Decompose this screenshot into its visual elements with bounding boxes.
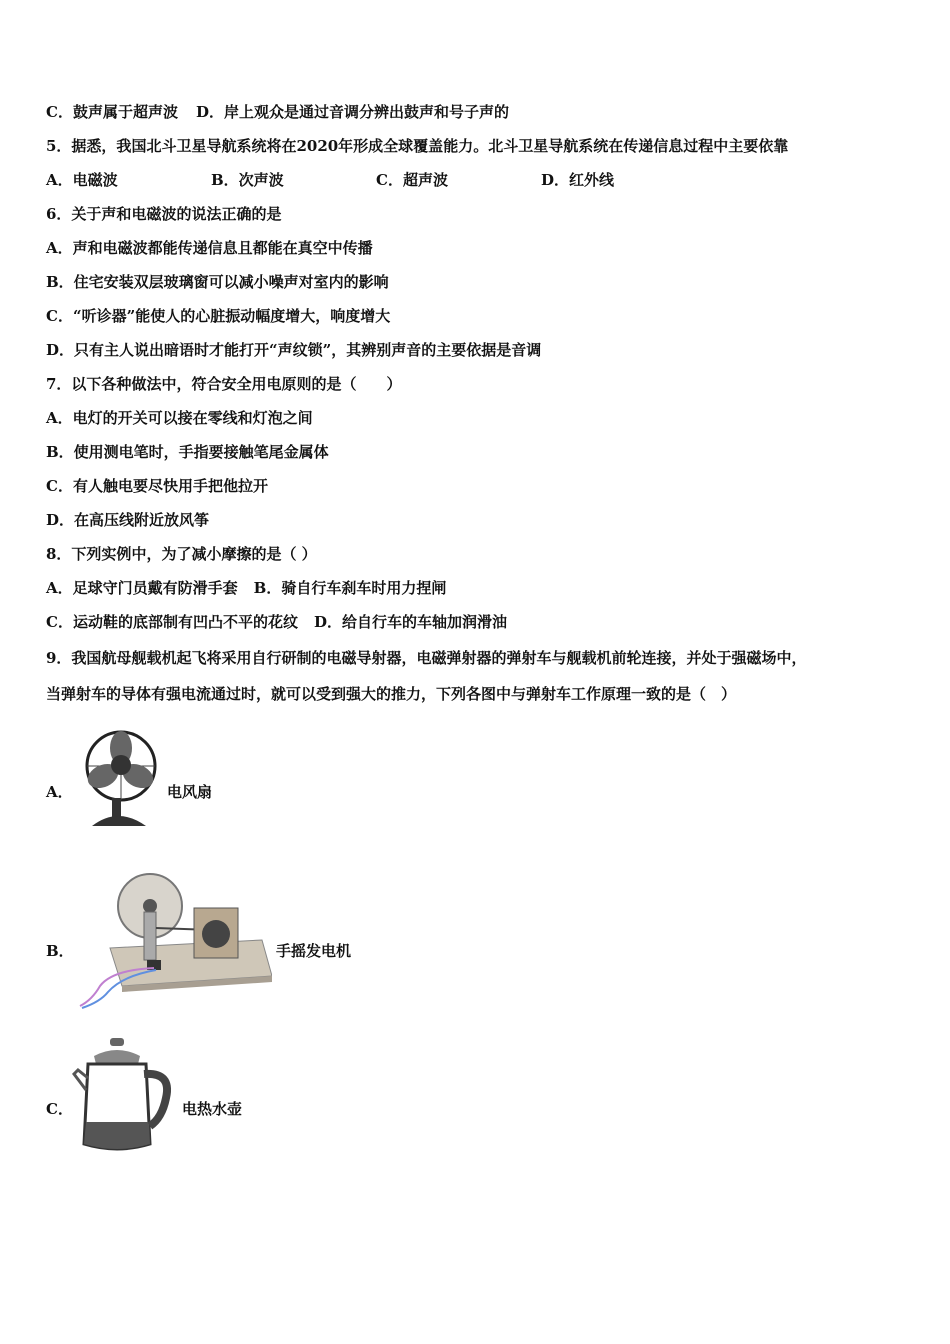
q4-option-d: D．岸上观众是通过音调分辨出鼓声和号子声的 — [195, 103, 509, 121]
q8-option-c: C．运动鞋的底部制有凹凸不平的花纹 — [46, 613, 298, 631]
q9-option-c-label: C． — [46, 1100, 73, 1118]
q9-option-b-label: B． — [46, 942, 74, 960]
q8-option-d: D．给自行车的车轴加润滑油 — [313, 613, 507, 631]
q6-option-c: C．“听诊器”能使人的心脏振动幅度增大，响度增大 — [46, 307, 391, 325]
q5-option-a: A．电磁波 — [46, 171, 118, 189]
q8-options-cd — [46, 612, 507, 632]
q8-stem: 8．下列实例中，为了减小摩擦的是（ ） — [46, 545, 317, 563]
q9-stem-line1: 9．我国航母舰载机起飞将采用自行研制的电磁导射器，电磁弹射器的弹射车与舰载机前轮连接，并处于强磁场中， — [46, 649, 807, 667]
q8-option-a: A．足球守门员戴有防滑手套 — [46, 579, 238, 597]
q6-stem: 6．关于声和电磁波的说法正确的是 — [46, 205, 282, 223]
q5-option-b: B．次声波 — [211, 171, 284, 189]
q9-option-c-caption: 电热水壶 — [182, 1100, 243, 1118]
q5-stem: 5．据悉，我国北斗卫星导航系统将在2020年形成全球覆盖能力。北斗卫星导航系统在传递信息过程中主要依靠 — [46, 137, 789, 155]
q7-option-a: A．电灯的开关可以接在零线和灯泡之间 — [46, 409, 313, 427]
q7-option-d: D．在高压线附近放风筝 — [46, 511, 210, 529]
electric-fan-icon — [74, 718, 159, 842]
q9-option-b-caption: 手摇发电机 — [276, 942, 352, 960]
hand-crank-generator-icon — [72, 868, 272, 1014]
q7-option-c: C．有人触电要尽快用手把他拉开 — [46, 477, 268, 495]
q6-option-d: D．只有主人说出暗语时才能打开“声纹锁”，其辨别声音的主要依据是音调 — [46, 341, 542, 359]
q9-option-a-caption: 电风扇 — [167, 783, 213, 801]
q5-option-d: D．红外线 — [541, 171, 615, 189]
q4-option-c: C．鼓声属于超声波 — [46, 103, 178, 121]
q8-options-ab — [46, 578, 446, 598]
q7-option-b: B．使用测电笔时，手指要接触笔尾金属体 — [46, 443, 329, 461]
q5-option-c: C．超声波 — [376, 171, 448, 189]
q9-option-a-label: A． — [46, 783, 73, 801]
electric-kettle-icon — [72, 1034, 177, 1163]
q8-option-b: B．骑自行车刹车时用力捏闸 — [253, 579, 447, 597]
q4-options-cd — [46, 102, 509, 122]
q6-option-a: A．声和电磁波都能传递信息且都能在真空中传播 — [46, 239, 373, 257]
q7-stem: 7．以下各种做法中，符合安全用电原则的是（ ） — [46, 375, 402, 393]
q6-option-b: B．住宅安装双层玻璃窗可以减小噪声对室内的影响 — [46, 273, 389, 291]
q9-stem-line2: 当弹射车的导体有强电流通过时，就可以受到强大的推力，下列各图中与弹射车工作原理一致的是（ ） — [46, 685, 737, 703]
